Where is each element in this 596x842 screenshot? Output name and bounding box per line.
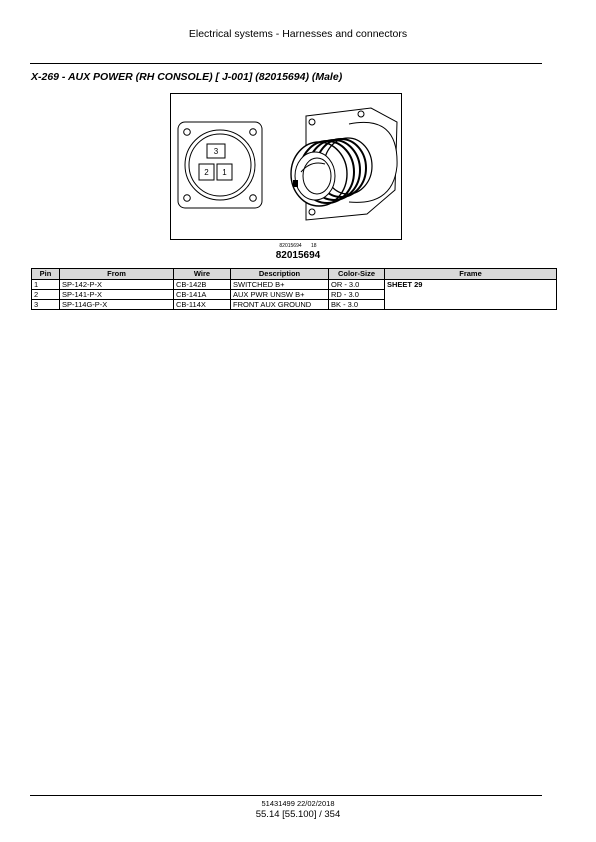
- cell-pin: 3: [32, 300, 60, 310]
- cell-wire: CB-114X: [174, 300, 231, 310]
- section-title: X-269 - AUX POWER (RH CONSOLE) [ J-001] (82015694) (Male): [31, 71, 343, 83]
- table-row: [32, 280, 557, 290]
- col-header-description: Description: [231, 269, 329, 280]
- cell-description: FRONT AUX GROUND: [231, 300, 329, 310]
- header-divider: [30, 63, 542, 64]
- pin-table: [31, 268, 557, 310]
- page-header-title: Electrical systems - Harnesses and connectors: [188, 28, 408, 40]
- key-notch: [293, 180, 298, 187]
- pin-label-1: 1: [222, 168, 227, 177]
- connector-drawing: [171, 94, 403, 241]
- figure-reference: [0, 243, 596, 249]
- pin-label-2: 2: [204, 168, 209, 177]
- cell-from: SP-141-P-X: [60, 290, 174, 300]
- col-header-wire: Wire: [174, 269, 231, 280]
- cell-color-size: OR - 3.0: [329, 280, 385, 290]
- cell-pin: 2: [32, 290, 60, 300]
- cell-from: SP-114G-P-X: [60, 300, 174, 310]
- cell-from: SP-142-P-X: [60, 280, 174, 290]
- connector-figure: [170, 93, 402, 240]
- figure-caption: 82015694: [275, 250, 321, 261]
- cell-color-size: BK - 3.0: [329, 300, 385, 310]
- col-header-color-size: Color-Size: [329, 269, 385, 280]
- figure-ref-code: 82015694: [279, 243, 302, 249]
- footer-page-number: 55.14 [55.100] / 354: [255, 809, 341, 820]
- col-header-from: From: [60, 269, 174, 280]
- cell-frame: SHEET 29: [385, 280, 557, 310]
- figure-ref-number: 18: [311, 243, 317, 249]
- cell-wire: CB-142B: [174, 280, 231, 290]
- col-header-frame: Frame: [385, 269, 557, 280]
- cell-description: SWITCHED B+: [231, 280, 329, 290]
- cell-pin: 1: [32, 280, 60, 290]
- footer-doc-id: 51431499 22/02/2018: [261, 799, 335, 808]
- table-header-row: [32, 269, 557, 280]
- pin-label-3: 3: [213, 147, 219, 156]
- cell-color-size: RD - 3.0: [329, 290, 385, 300]
- cell-description: AUX PWR UNSW B+: [231, 290, 329, 300]
- col-header-pin: Pin: [32, 269, 60, 280]
- cell-wire: CB-141A: [174, 290, 231, 300]
- receptacle-opening: [295, 152, 335, 200]
- footer-divider: [30, 795, 542, 796]
